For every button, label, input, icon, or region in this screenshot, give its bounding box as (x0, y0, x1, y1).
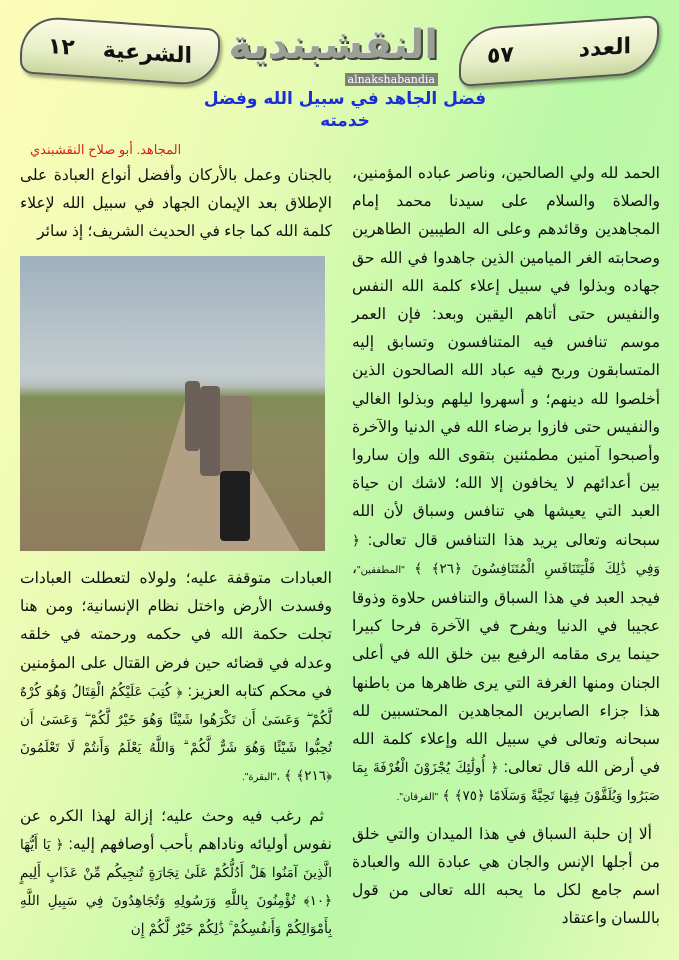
issue-number: ٥٧ (487, 41, 514, 69)
article-title: فضل الجاهد في سبيل الله وفضل خدمته (203, 89, 487, 131)
quran-verse: ﴿ وَفِي ذَٰلِكَ فَلْيَتَنَافَسِ الْمُتَنَافِسُونَ ﴿٢٦﴾ ﴾ (352, 532, 660, 577)
paragraph: ألا إن حلبة السباق في هذا الميدان والتي خلق من أجلها الإنس والجان هي عبادة الله والعبادة اسم جامع لكل ما يحبه الله تعالى من قول باللسان واعتقاد (352, 825, 660, 928)
logo-latin: alnakshabandia (345, 73, 438, 86)
person (220, 471, 250, 541)
section-name: الشرعية (102, 37, 192, 69)
person (185, 381, 200, 451)
person (200, 386, 220, 476)
article-author: المجاهد. أبو صلاح النقشبندي (30, 142, 182, 157)
section-banner (20, 15, 220, 87)
paragraph: الحمد لله ولي الصالحين، وناصر عباده المؤمنين، والصلاة والسلام على سيدنا محمد إمام المجاهدين وقائدهم وعلى اله الطيبين الطاهرين وصحابته الغر الميامين الذين جاهدوا في الله حق جهاده وبذلوا في سبيل إعلاء كلمة الله النفس والنفيس حتى أتاهم اليقين وبعد: فإن العمر موسم تنافس فيه المتنافسون وتسابق إليه المتسابقون وربح فيه عباد الله الصالحون الذين أخلصوا لله دينهم؛ و أسهروا ليلهم وبذلوا الغالي والنفيس حتى فازوا برضاء الله في الدنيا والآخرة وأصبحوا آمنين مطمئنين بتقوى الله وإن ساروا بين أعدائهم لا يخافون إلا الله؛ لاشك ان حياة العبد التي يعيشها هي تنافس وسباق لأن الله سبحانه وتعالى يريد هذا التنافس قال تعالى: ﴿ وَفِي ذَٰلِكَ فَلْيَتَنَافَسِ الْمُتَنَافِسُونَ ﴿٢٦﴾ ﴾ "المطففين"، فيجد العبد في هذا السباق والتنافس حلاوة وذوقا عجيبا في الدنيا ويفرح في الآخرة فرحا كبيرا حينما يرى مقامه الرفيع بين خلق الله في أعلى الجنان ومنها الغرفة التي يرى ظاهرها من باطنها هذا جزاء الصابرين المجاهدين المحتسبين لله سبحانه وتعالى في سبيل الله وإعلاء كلمة الله في أرض الله قال تعالى: ﴿ أُولَٰئِكَ يُجْزَوْنَ الْغُرْفَةَ بِمَا صَبَرُوا وَيُلَقَّوْنَ فِيهَا تَحِيَّةً وَسَلَامًا ﴿٧٥﴾ ﴾ "الفرقان". (352, 165, 661, 805)
quran-verse: ﴿ كُتِبَ عَلَيْكُمُ الْقِتَالُ وَهُوَ كُرْهٌ لَّكُمْ ۖ وَعَسَىٰ أَن تَكْرَهُوا شَيْئًا وَهُوَ خَيْرٌ لَّكُمْ ۖ وَعَسَىٰ أَن تُحِبُّوا شَيْئًا وَهُوَ شَرٌّ لَّكُمْ ۗ وَاللَّهُ يَعْلَمُ وَأَنتُمْ لَا تَعْلَمُونَ ﴿٢١٦﴾ ﴾ (20, 683, 332, 785)
issue-label: العدد (578, 33, 631, 63)
surah-ref: ،"البقرة". (242, 772, 280, 784)
paragraph: العبادات متوقفة عليه؛ ولولاه لتعطلت العبادات وفسدت الأرض واختل نظام الإنسانية؛ ومن هنا تجلت حكمة الله في حكمه ورحمته في خلقه وعدله في قضائه حين فرض القتال على المؤمنين في محكم كتابه العزيز: ﴿ كُتِبَ عَلَيْكُمُ الْقِتَالُ وَهُوَ كُرْهٌ لَّكُمْ ۖ وَعَسَىٰ أَن تَكْرَهُوا شَيْئًا وَهُوَ خَيْرٌ لَّكُمْ ۖ وَعَسَىٰ أَن تُحِبُّوا شَيْئًا وَهُوَ شَرٌّ لَّكُمْ ۗ وَاللَّهُ يَعْلَمُ وَأَنتُمْ لَا تَعْلَمُونَ ﴿٢١٦﴾ ﴾ ،"البقرة". (20, 570, 333, 785)
right-column (352, 160, 660, 933)
quran-verse: ﴿ أُولَٰئِكَ يُجْزَوْنَ الْغُرْفَةَ بِمَا صَبَرُوا وَيُلَقَّوْنَ فِيهَا تَحِيَّةً وَسَلَامًا ﴿٧٥﴾ ﴾ (352, 760, 660, 805)
left-column-top (20, 162, 332, 247)
paragraph: ثم رغب فيه وحث عليه؛ إزالة لهذا الكره عن نفوس أوليائه وناداهم بأحب أوصافهم إليه: ﴿ يَا أَيُّهَا الَّذِينَ آمَنُوا هَلْ أَدُلُّكُمْ عَلَىٰ تِجَارَةٍ تُنجِيكُم مِّنْ عَذَابٍ أَلِيمٍ ﴿١٠﴾ تُؤْمِنُونَ بِاللَّهِ وَرَسُولِهِ وَتُجَاهِدُونَ فِي سَبِيلِ اللَّهِ بِأَمْوَالِكُمْ وَأَنفُسِكُمْ ۚ ذَٰلِكُمْ خَيْرٌ لَّكُمْ إِن (20, 807, 332, 938)
surah-ref: "الفرقان". (396, 792, 439, 804)
left-column-bottom (20, 565, 332, 944)
logo-arabic: النقشبندية (228, 22, 438, 68)
magazine-logo (228, 20, 438, 86)
page-number: ١٢ (48, 33, 75, 61)
person (218, 396, 252, 476)
issue-banner (459, 15, 659, 87)
quran-verse: ﴿ يَا أَيُّهَا الَّذِينَ آمَنُوا هَلْ أَدُلُّكُمْ عَلَىٰ تِجَارَةٍ تُنجِيكُم مِّنْ عَذَابٍ أَلِيمٍ ﴿١٠﴾ تُؤْمِنُونَ بِاللَّهِ وَرَسُولِهِ وَتُجَاهِدُونَ فِي سَبِيلِ اللَّهِ بِأَمْوَالِكُمْ وَأَنفُسِكُمْ ۚ ذَٰلِكُمْ خَيْرٌ لَّكُمْ إِن (20, 836, 332, 938)
article-photo (20, 256, 325, 551)
paragraph: بالجنان وعمل بالأركان وأفضل أنواع العبادة على الإطلاق بعد الإيمان الجهاد في سبيل الله لإعلاء كلمة الله كما جاء في الحديث الشريف؛ إذ سائر (20, 167, 332, 241)
surah-ref: "المطففين" (357, 564, 405, 576)
